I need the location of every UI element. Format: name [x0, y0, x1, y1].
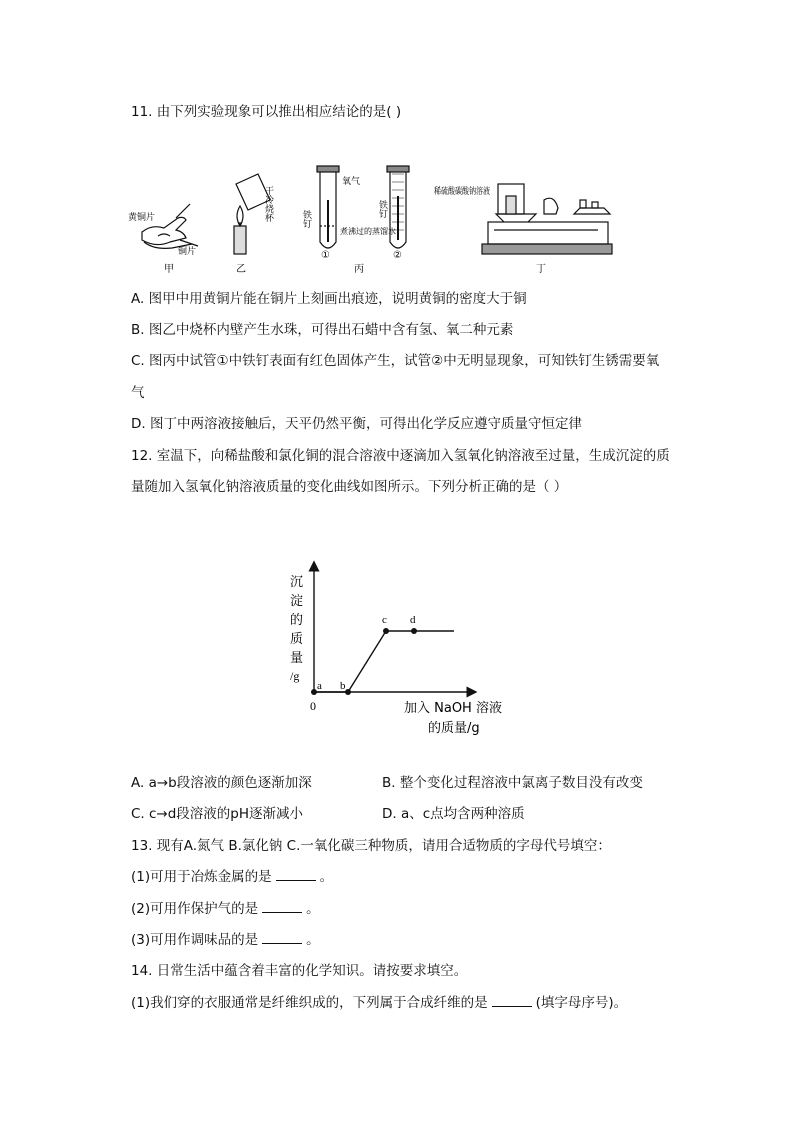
- q12-option-d: D. a、c点均含两种溶质: [382, 806, 525, 822]
- point-b: [345, 689, 351, 695]
- label-jia: 甲: [164, 264, 174, 275]
- label-brass: 黄铜片: [128, 213, 156, 223]
- q11-option-a: A. 图甲中用黄铜片能在铜片上刻画出痕迹，说明黄铜的密度大于铜: [131, 291, 527, 307]
- ylabel-char-4: 质: [290, 632, 304, 647]
- q14-item-1-text: (1)我们穿的衣服通常是纤维织成的，下列属于合成纤维的是: [131, 995, 488, 1011]
- label-beaker: 干冷烧杯: [263, 186, 273, 222]
- q12-option-c: C. c→d段溶液的pH逐渐减小: [131, 806, 304, 822]
- label-nail1: 铁钉: [301, 210, 311, 228]
- answer-blank[interactable]: [276, 868, 316, 881]
- label-tube2: ②: [393, 250, 402, 261]
- q13-item-2: [131, 899, 320, 919]
- ylabel-char-2: 淀: [290, 594, 304, 609]
- figure-jia-hands: [142, 204, 198, 248]
- ylabel-char-5: 量: [290, 651, 304, 666]
- q11-stem: 11. 由下列实验现象可以推出相应结论的是( ): [131, 104, 402, 120]
- q14-stem: 14. 日常生活中蕴含着丰富的化学知识。请按要求填空。: [131, 963, 468, 979]
- label-bing: 丙: [354, 264, 364, 275]
- q11-option-d: D. 图丁中两溶液接触后，天平仍然平衡，可得出化学反应遵守质量守恒定律: [131, 416, 582, 432]
- ylabel-char-6: /g: [290, 669, 300, 683]
- figure-ding-balance: [482, 184, 612, 254]
- xlabel-line1: 加入 NaOH 溶液: [404, 701, 502, 716]
- label-copper: 铜片: [178, 247, 197, 257]
- q12-option-a: A. a→b段溶液的颜色逐渐加深: [131, 775, 312, 791]
- q11-figure: [128, 160, 618, 280]
- ylabel-char-1: 沉: [290, 575, 304, 590]
- q12-graph: [280, 560, 520, 740]
- q11-option-c-cont: 气: [131, 385, 145, 401]
- point-c: [383, 628, 389, 634]
- q11-option-c: C. 图丙中试管①中铁钉表面有红色固体产生，试管②中无明显现象，可知铁钉生锈需要氧: [131, 353, 660, 369]
- label-point-b: b: [340, 680, 346, 692]
- label-oxygen: 氧气: [342, 177, 361, 187]
- q13-item-3-end: 。: [306, 932, 320, 948]
- label-ding: 丁: [536, 264, 546, 275]
- label-point-c: c: [382, 614, 387, 626]
- answer-blank[interactable]: [492, 994, 532, 1007]
- answer-blank[interactable]: [262, 900, 302, 913]
- q13-item-3-text: (3)可用作调味品的是: [131, 932, 259, 948]
- q13-item-1-end: 。: [319, 869, 334, 885]
- label-origin: 0: [310, 699, 316, 713]
- q13-item-3: [131, 930, 320, 950]
- q11-option-b: B. 图乙中烧杯内壁产生水珠，可得出石蜡中含有氢、氧二种元素: [131, 322, 514, 338]
- label-reagents: 稀硫酸碳酸钠溶液: [434, 187, 507, 197]
- label-yi: 乙: [236, 264, 246, 275]
- label-point-a: a: [317, 680, 322, 692]
- q12-option-b: B. 整个变化过程溶液中氯离子数目没有改变: [382, 775, 643, 791]
- label-point-d: d: [410, 614, 416, 626]
- xlabel-line2: 的质量/g: [428, 721, 480, 736]
- q13-item-1: [131, 867, 333, 887]
- q13-item-1-text: (1)可用于冶炼金属的是: [131, 869, 272, 885]
- q14-item-1: [131, 993, 627, 1013]
- label-nail2: 铁钉: [377, 200, 387, 218]
- label-boiled-water: 煮沸过的蒸馏水: [340, 227, 396, 236]
- ylabel-char-3: 的: [290, 613, 304, 628]
- answer-blank[interactable]: [262, 931, 302, 944]
- q14-item-1-end: (填字母序号)。: [535, 995, 628, 1011]
- precipitate-curve: [314, 631, 454, 692]
- q12-stem-line2: 量随加入氢氧化钠溶液质量的变化曲线如图所示。下列分析正确的是（ ）: [131, 479, 568, 495]
- q13-item-2-text: (2)可用作保护气的是: [131, 901, 259, 917]
- q12-stem-line1: 12. 室温下，向稀盐酸和氯化铜的混合溶液中逐滴加入氢氧化钠溶液至过量，生成沉淀的质: [131, 448, 670, 464]
- q13-item-2-end: 。: [306, 901, 320, 917]
- q13-stem: 13. 现有A.氮气 B.氯化钠 C.一氧化碳三种物质，请用合适物质的字母代号填空：: [131, 838, 611, 854]
- label-tube1: ①: [321, 250, 330, 261]
- point-d: [411, 628, 417, 634]
